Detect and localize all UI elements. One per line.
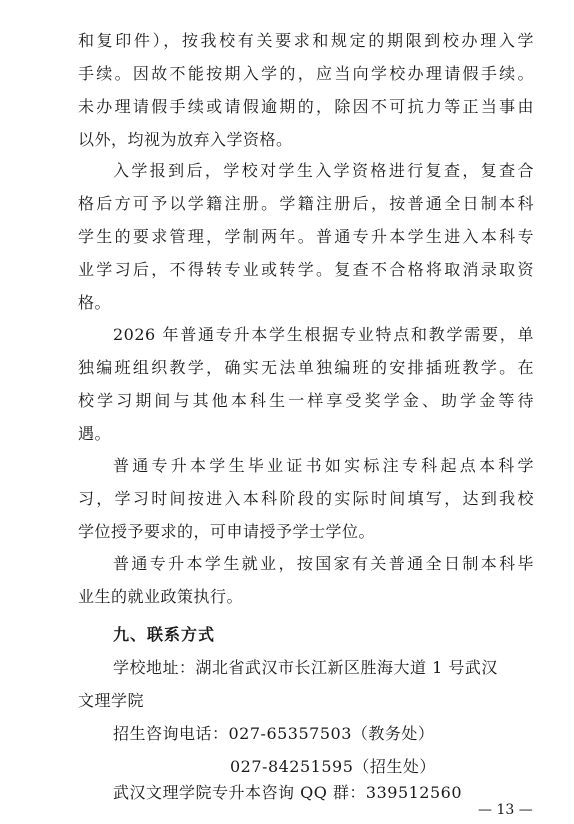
paragraph-1-line-1: 和复印件），按我校有关要求和规定的期限到校办理入学 [78, 31, 534, 50]
paragraph-2-line-2: 格后方可予以学籍注册。学籍注册后，按普通全日制本科 [78, 194, 534, 213]
paragraph-3-line-2: 独编班组织教学，确实无法单独编班的安排插班教学。在 [78, 358, 534, 377]
paragraph-1-line-4: 以外，均视为放弃入学资格。 [78, 130, 293, 149]
paragraph-3-line-1: 2026 年普通专升本学生根据专业特点和教学需要，单 [113, 325, 534, 344]
qq-group-line: 武汉文理学院专升本咨询 QQ 群：339512560 [113, 783, 463, 802]
address-line-1: 学校地址：湖北省武汉市长江新区胜海大道 1 号武汉 [113, 658, 498, 677]
paragraph-4-line-3: 学位授予要求的，可申请授予学士学位。 [78, 522, 376, 541]
paragraph-2-line-3: 学生的要求管理，学制两年。普通专升本学生进入本科专 [78, 227, 534, 246]
paragraph-4-line-1: 普通专升本学生毕业证书如实标注专科起点本科学 [113, 456, 534, 475]
paragraph-1-line-2: 手续。因故不能按期入学的，应当向学校办理请假手续。 [78, 64, 534, 83]
paragraph-3-line-4: 遇。 [78, 424, 112, 443]
phone-line-1: 招生咨询电话：027-65357503（教务处） [113, 724, 435, 743]
paragraph-2-line-5: 格。 [78, 293, 112, 312]
page-number: — 13 — [478, 802, 533, 818]
paragraph-1-line-3: 未办理请假手续或请假逾期的，除因不可抗力等正当事由 [78, 97, 534, 116]
paragraph-3-line-3: 校学习期间与其他本科生一样享受奖学金、助学金等待 [78, 391, 534, 410]
phone-line-2: 027-84251595（招生处） [230, 757, 436, 776]
paragraph-2-line-1: 入学报到后，学校对学生入学资格进行复查，复查合 [113, 161, 534, 180]
address-line-2: 文理学院 [78, 691, 145, 710]
paragraph-5-line-1: 普通专升本学生就业，按国家有关普通全日制本科毕 [113, 554, 534, 573]
paragraph-4-line-2: 习，学习时间按进入本科阶段的实际时间填写，达到我校 [78, 489, 534, 508]
paragraph-2-line-4: 业学习后，不得转专业或转学。复查不合格将取消录取资 [78, 260, 534, 279]
section-heading: 九、联系方式 [113, 625, 216, 644]
paragraph-5-line-2: 业生的就业政策执行。 [78, 587, 244, 606]
